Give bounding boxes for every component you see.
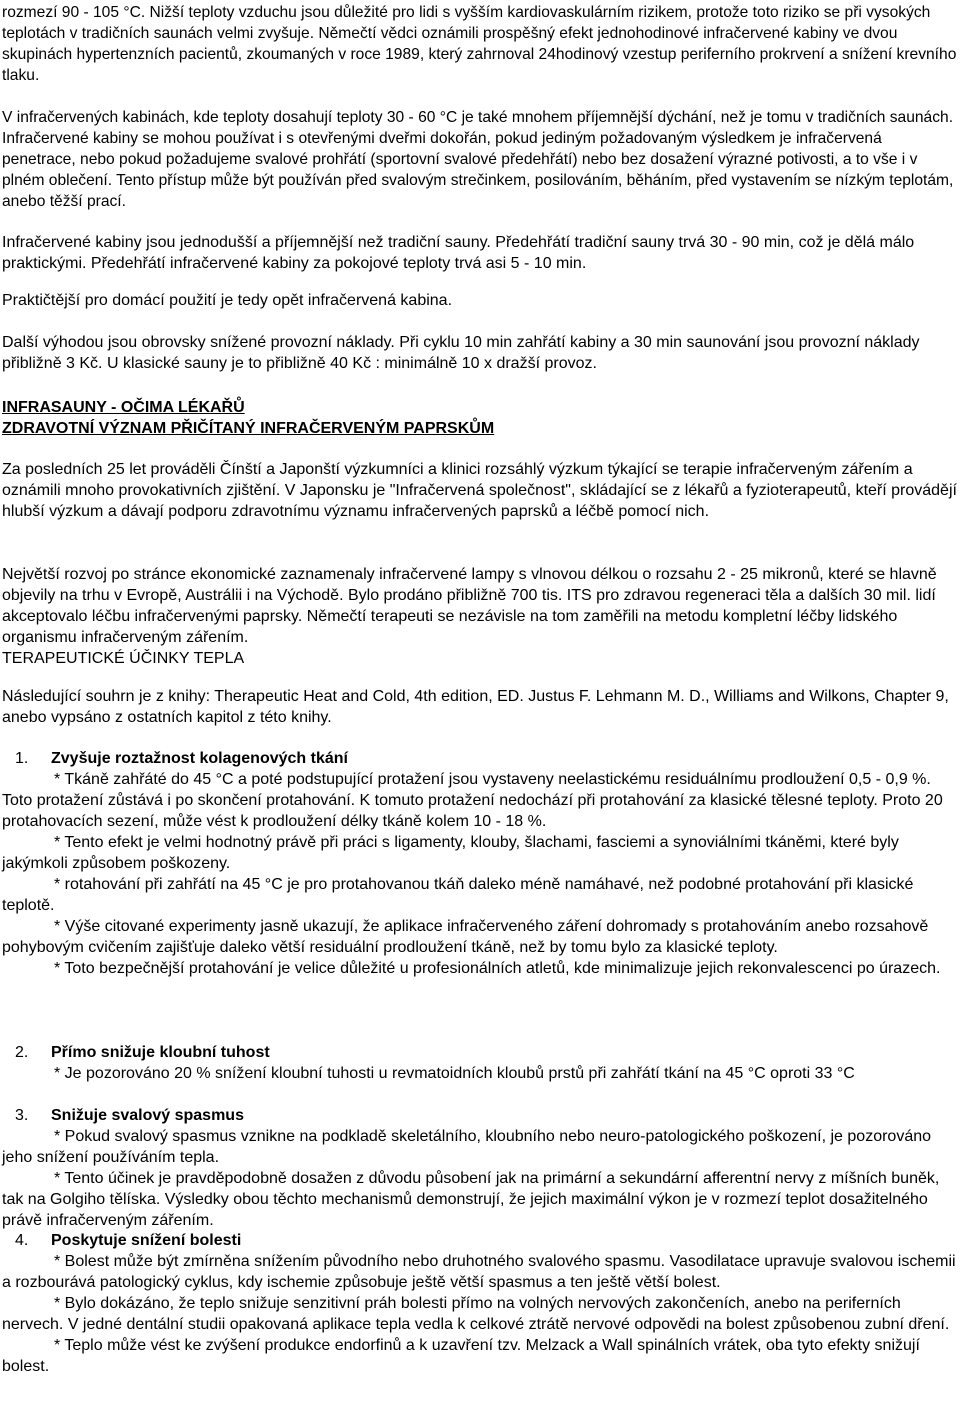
effect-item-4-number: 4. xyxy=(15,1232,29,1249)
effect-item-4-header xyxy=(2,1230,958,1251)
effect-item-1-point-5: * Toto bezpečnější protahování je velice důležité u profesionálních atletů, kde minimalizuje jejich rekonvalescenci po úrazech. xyxy=(54,960,941,977)
effect-item-4-point-2: * Bylo dokázáno, že teplo snižuje senzitivní práh bolesti přímo na volných nervových zakončeních, anebo na periferních nervech. V jedné dentální studii opakovaná aplikace tepla vedla k celkové ztrátě nervové odpovědi na bolest způsobenou zubní dření. xyxy=(2,1295,950,1333)
effect-item-2-point-1: * Je pozorováno 20 % snížení kloubní tuhosti u revmatoidních kloubů prstů při zahřátí tkání na 45 °C oproti 33 °C xyxy=(54,1065,855,1082)
intro-paragraph-2-b: Infračervené kabiny se mohou používat i s otevřenými dveřmi dokořán, pokud jediným požadovaným výsledkem je infračervená penetrace, nebo pokud požadujeme svalové prohřátí (sportovní svalové předehřátí) nebo bez dosažení výrazné potivosti, a to vše i v plném oblečení. Tento přístup může být používán před svalovým strečinkem, posilováním, běháním, před vystavením se nízkým teplotám, anebo těžší prací. xyxy=(2,130,954,210)
effect-item-4-point-1: * Bolest může být zmírněna snížením původního nebo druhotného svalového spasmu. Vasodilatace upravuje svalovou ischemii a rozbourává patologický cyklus, kdy ischemie způsobuje ještě větší spasmus a ten ještě větší bolest. xyxy=(2,1253,956,1291)
therapeutic-effects-title: TERAPEUTICKÉ ÚČINKY TEPLA xyxy=(2,650,245,667)
effect-item-1-header xyxy=(2,748,958,769)
heading-line-2: ZDRAVOTNÍ VÝZNAM PŘIČÍTANÝ INFRAČERVENÝM PAPRSKŮM xyxy=(2,420,495,437)
effect-item-1-point-2: * Tento efekt je velmi hodnotný právě při práci s ligamenty, klouby, šlachami, fasciemi a synoviálními tkáněmi, které byly jakýmkoli způsobem poškozeny. xyxy=(2,834,899,872)
intro-paragraph-2-a: V infračervených kabinách, kde teploty dosahují teploty 30 - 60 °C je také mnohem příjemnější dýchání, než je tomu v tradičních saunách. xyxy=(2,109,954,126)
intro-paragraph-3: Infračervené kabiny jsou jednodušší a příjemnější než tradiční sauny. Předehřátí tradiční sauny trvá 30 - 90 min, což je dělá málo praktickými. Předehřátí infračervené kabiny za pokojové teploty trvá asi 5 - 10 min. xyxy=(2,234,915,272)
effect-item-2 xyxy=(2,1042,958,1084)
effect-item-3-number: 3. xyxy=(15,1107,29,1124)
effect-item-4-title: Poskytuje snížení bolesti xyxy=(51,1232,242,1249)
source-paragraph: Následující souhrn je z knihy: Therapeutic Heat and Cold, 4th edition, ED. Justus F. Lehmann M. D., Williams and Wilkons, Chapter 9, anebo vypsáno z ostatních kapitol z této knihy. xyxy=(2,688,949,726)
body-paragraph-1: Za posledních 25 let prováděli Čínští a Japonští výzkumníci a klinici rozsáhlý výzkum týkající se terapie infračerveným zářením a oznámili mnoho provokativních zjištění. V Japonsku je "Infračervená společnost", skládající se z lékařů a fyzioterapeutů, kteří provádějí hlubší výzkum a dávají podporu zdravotnímu významu infračervených paprsků a léčbě pomocí nich. xyxy=(2,461,957,520)
effect-item-4 xyxy=(2,1230,958,1377)
intro-paragraph-2 xyxy=(2,107,958,212)
intro-paragraph-1: rozmezí 90 - 105 °C. Nižší teploty vzduchu jsou důležité pro lidi s vyšším kardiovaskulárním rizikem, protože toto riziko se při vysokých teplotách v tradičních saunách velmi zvyšuje. Němečtí vědci oznámili prospěšný efekt jednohodinové infračervené kabiny ve dvou skupinách hypertenzních pacientů, zkoumaných v roce 1989, který zahrnoval 24hodinový vzestup periferního prokrvení a snížení krevního tlaku. xyxy=(2,4,957,84)
effect-item-3-point-2: * Tento účinek je pravděpodobně dosažen z důvodu působení jak na primární a sekundární afferentní nervy z míšních buněk, tak na Golgiho tělíska. Výsledky obou těchto mechanismů demonstrují, že jejich maximální výkon je v rozmezí teplot dosažitelného právě infračerveným zářením. xyxy=(2,1170,940,1229)
effect-item-2-header xyxy=(2,1042,958,1063)
section-heading xyxy=(2,397,958,439)
effect-item-3-point-1: * Pokud svalový spasmus vznikne na podkladě skeletálního, kloubního nebo neuro-patologického poškození, je pozorováno jeho snížení používáním tepla. xyxy=(2,1128,932,1166)
heading-line-1: INFRASAUNY - OČIMA LÉKAŘŮ xyxy=(2,399,245,416)
intro-paragraph-5: Další výhodou jsou obrovsky snížené provozní náklady. Při cyklu 10 min zahřátí kabiny a 30 min saunování jsou provozní náklady přibližně 3 Kč. U klasické sauny je to přibližně 40 Kč : minimálně 10 x dražší provoz. xyxy=(2,334,920,372)
effect-item-2-number: 2. xyxy=(15,1044,29,1061)
effect-item-1-title: Zvyšuje roztažnost kolagenových tkání xyxy=(51,750,348,767)
effect-item-3-header xyxy=(2,1105,958,1126)
effect-item-3-title: Snižuje svalový spasmus xyxy=(51,1107,244,1124)
intro-paragraph-4: Praktičtější pro domácí použití je tedy opět infračervená kabina. xyxy=(2,292,453,309)
effect-item-3 xyxy=(2,1105,958,1231)
body-paragraph-2-text: Největší rozvoj po stránce ekonomické zaznamenaly infračervené lampy s vlnovou délkou o rozsahu 2 - 25 mikronů, které se hlavně objevily na trhu v Evropě, Austrálii i na Východě. Bylo prodáno přibližně 700 tis. ITS pro zdravou regeneraci těla a dalších 30 mil. lidí akceptovalo léčbu infračervenými paprsky. Němečtí terapeuti se nezávisle na tom zaměřili na metodu kompletní léčby lidského organismu infračerveným zářením. xyxy=(2,566,937,646)
effect-item-1-number: 1. xyxy=(15,750,29,767)
effect-item-4-point-3: * Teplo může vést ke zvýšení produkce endorfinů a k uzavření tzv. Melzack a Wall spinálních vrátek, oba tyto efekty snižují bolest. xyxy=(2,1337,920,1375)
effect-item-1-point-4: * Výše citované experimenty jasně ukazují, že aplikace infračerveného záření dohromady s protahováním anebo rozsahově pohybovým cvičením zajišťuje daleko větší residuální prodloužení tkáně, než by tomu bylo za klasické teploty. xyxy=(2,918,929,956)
effect-item-1-point-1: * Tkáně zahřáté do 45 °C a poté podstupující protažení jsou vystaveny neelastickému residuálnímu prodloužení 0,5 - 0,9 %. Toto protažení zůstává i po skončení protahování. K tomuto protažení nedochází při protahování za klasické tělesné teploty. Proto 20 protahovacích sezení, může vést k prodloužení délky tkáně kolem 10 - 18 %. xyxy=(2,771,943,830)
body-paragraph-2 xyxy=(2,564,958,669)
effect-item-2-title: Přímo snižuje kloubní tuhost xyxy=(51,1044,270,1061)
effect-item-1 xyxy=(2,748,958,979)
effect-item-1-point-3: * rotahování při zahřátí na 45 °C je pro protahovanou tkáň daleko méně namáhavé, než podobné protahování při klasické teplotě. xyxy=(2,876,914,914)
